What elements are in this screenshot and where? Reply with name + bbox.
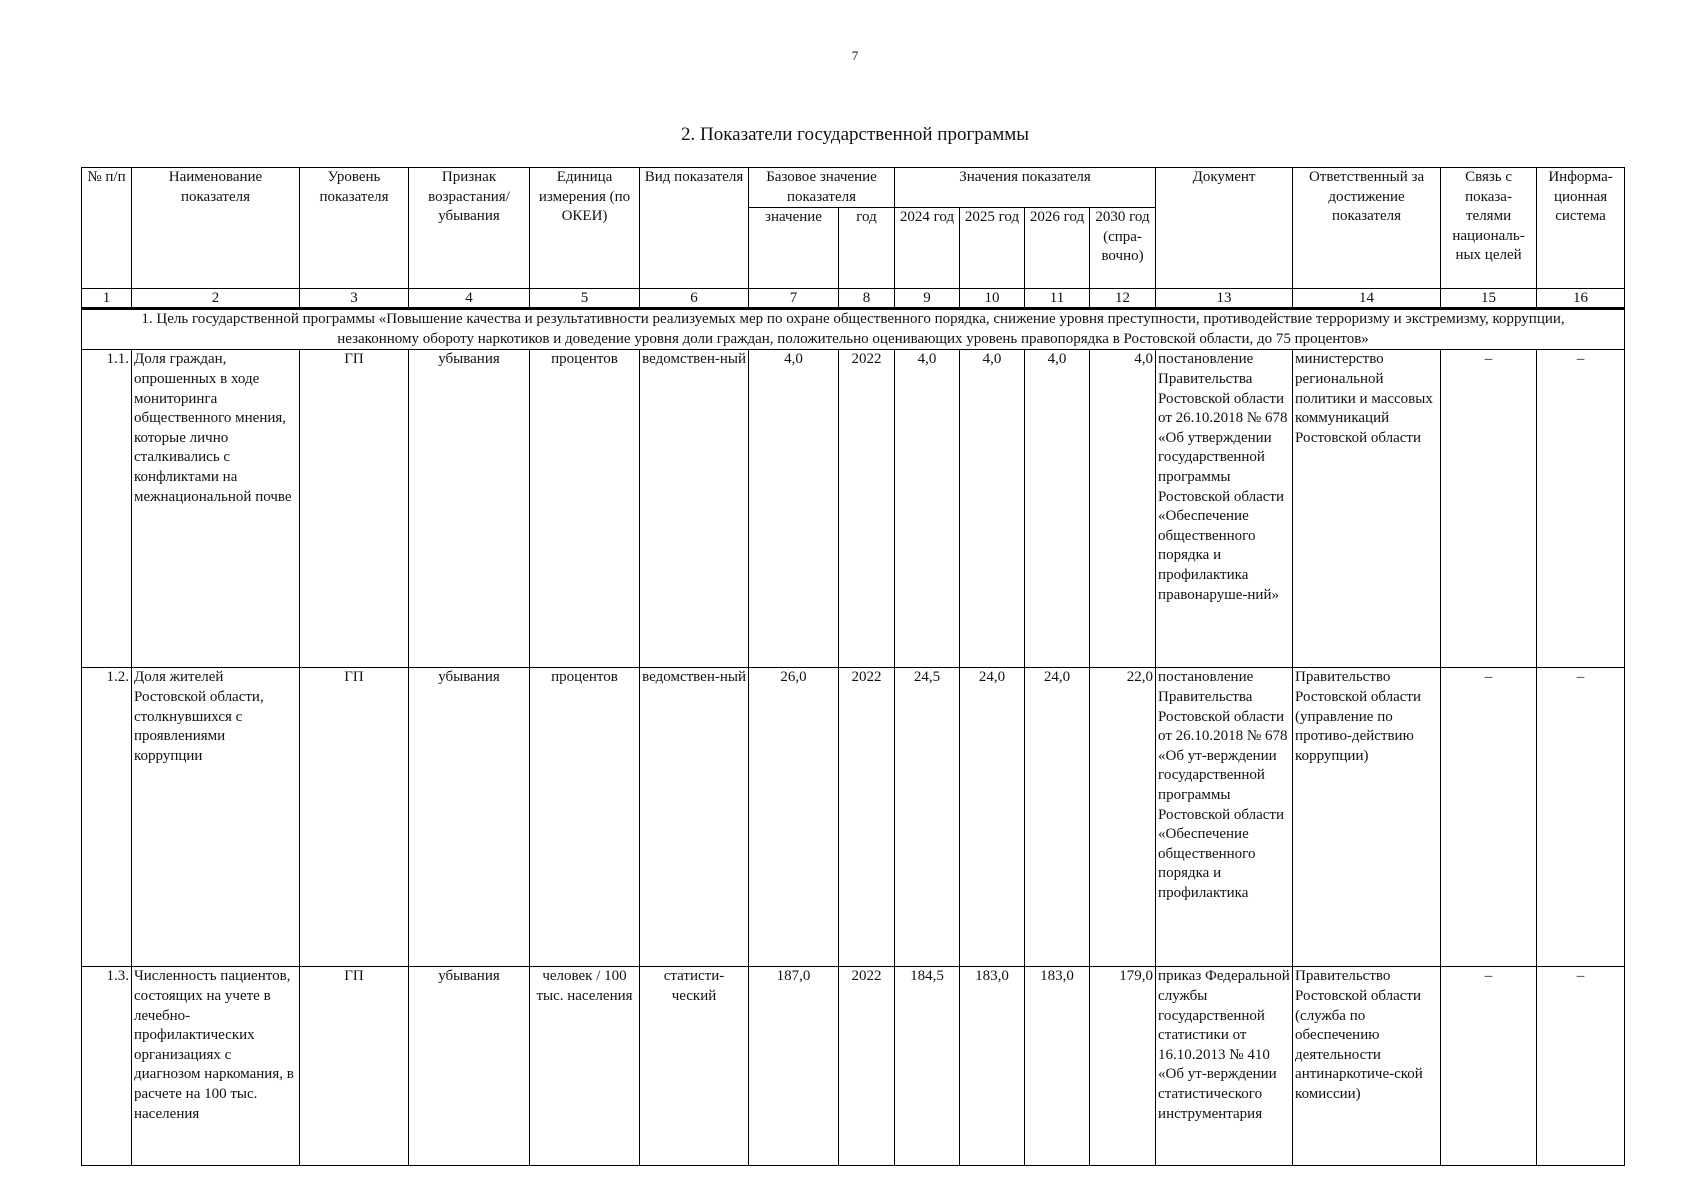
goal-row [82, 309, 1625, 350]
column-number: 9 [895, 289, 960, 309]
header-link: Связь с показа-телями националь-ных целей [1441, 168, 1537, 289]
info-system: – [1537, 668, 1625, 967]
national-goals-link: – [1441, 967, 1537, 1166]
table-row [82, 967, 1625, 1166]
header-row-1 [82, 168, 1625, 208]
indicator-unit: процентов [530, 668, 640, 967]
document-title: 2. Показатели государственной программы [680, 124, 1030, 145]
indicator-name: Доля граждан, опрошенных в ходе мониторинга общественного мнения, которые лично сталкивались с конфликтами на межнациональной почве [132, 350, 300, 668]
value-2026: 183,0 [1025, 967, 1090, 1166]
indicators-table [81, 167, 1625, 1166]
base-year: 2022 [839, 350, 895, 668]
value-2024: 24,5 [895, 668, 960, 967]
table-row [82, 350, 1625, 668]
indicator-type: ведомствен-ный [640, 350, 749, 668]
value-2030: 179,0 [1090, 967, 1156, 1166]
indicator-name: Численность пациентов, состоящих на учете в лечебно-профилактических организациях с диагнозом наркомания, в расчете на 100 тыс. населения [132, 967, 300, 1166]
column-number: 11 [1025, 289, 1090, 309]
indicator-level: ГП [300, 668, 409, 967]
column-number: 16 [1537, 289, 1625, 309]
column-number: 10 [960, 289, 1025, 309]
page-number: 7 [851, 48, 859, 63]
header-unit: Единица измерения (по ОКЕИ) [530, 168, 640, 289]
base-year: 2022 [839, 668, 895, 967]
value-2026: 24,0 [1025, 668, 1090, 967]
column-number: 14 [1293, 289, 1441, 309]
indicator-type: статисти-ческий [640, 967, 749, 1166]
header-base-value: значение [749, 208, 839, 289]
responsible: Правительство Ростовской области (служба по обеспечению деятельности антинаркотиче-ской комиссии) [1293, 967, 1441, 1166]
column-number: 13 [1156, 289, 1293, 309]
national-goals-link: – [1441, 668, 1537, 967]
row-num: 1.2. [82, 668, 132, 967]
indicator-trend: убывания [409, 668, 530, 967]
responsible: Правительство Ростовской области (управление по противо-действию коррупции) [1293, 668, 1441, 967]
header-y2025: 2025 год [960, 208, 1025, 289]
responsible: министерство региональной политики и массовых коммуникаций Ростовской области [1293, 350, 1441, 668]
header-y2024: 2024 год [895, 208, 960, 289]
column-number: 3 [300, 289, 409, 309]
indicator-name: Доля жителей Ростовской области, столкнувшихся с проявлениями коррупции [132, 668, 300, 967]
header-num: № п/п [82, 168, 132, 289]
indicator-level: ГП [300, 350, 409, 668]
document: постановление Правительства Ростовской области от 26.10.2018 № 678 «Об утверждении государственной программы Ростовской области «Обеспечение общественного порядка и профилактика правонаруше-ний» [1156, 350, 1293, 668]
header-type: Вид показателя [640, 168, 749, 289]
header-y2026: 2026 год [1025, 208, 1090, 289]
value-2026: 4,0 [1025, 350, 1090, 668]
table-row [82, 668, 1625, 967]
header-document: Документ [1156, 168, 1293, 289]
column-number: 12 [1090, 289, 1156, 309]
document: приказ Федеральной службы государственной статистики от 16.10.2013 № 410 «Об ут-верждении статистического инструментария [1156, 967, 1293, 1166]
base-value: 4,0 [749, 350, 839, 668]
header-trend: Признак возрастания/ убывания [409, 168, 530, 289]
document: постановление Правительства Ростовской области от 26.10.2018 № 678 «Об ут-верждении государственной программы Ростовской области «Обеспечение общественного порядка и профилактика [1156, 668, 1293, 967]
column-number: 8 [839, 289, 895, 309]
header-base: Базовое значение показателя [749, 168, 895, 208]
base-year: 2022 [839, 967, 895, 1166]
row-num: 1.3. [82, 967, 132, 1166]
column-number: 4 [409, 289, 530, 309]
row-num: 1.1. [82, 350, 132, 668]
indicator-unit: процентов [530, 350, 640, 668]
indicator-trend: убывания [409, 967, 530, 1166]
info-system: – [1537, 350, 1625, 668]
base-value: 187,0 [749, 967, 839, 1166]
column-number: 6 [640, 289, 749, 309]
column-number: 7 [749, 289, 839, 309]
base-value: 26,0 [749, 668, 839, 967]
column-number: 1 [82, 289, 132, 309]
value-2030: 4,0 [1090, 350, 1156, 668]
header-info: Информа-ционная система [1537, 168, 1625, 289]
value-2025: 183,0 [960, 967, 1025, 1166]
info-system: – [1537, 967, 1625, 1166]
value-2025: 24,0 [960, 668, 1025, 967]
national-goals-link: – [1441, 350, 1537, 668]
header-values: Значения показателя [895, 168, 1156, 208]
value-2024: 184,5 [895, 967, 960, 1166]
header-y2030: 2030 год (спра-вочно) [1090, 208, 1156, 289]
indicator-trend: убывания [409, 350, 530, 668]
value-2030: 22,0 [1090, 668, 1156, 967]
indicator-unit: человек / 100 тыс. населения [530, 967, 640, 1166]
column-number: 2 [132, 289, 300, 309]
indicator-type: ведомствен-ный [640, 668, 749, 967]
column-number-row [82, 289, 1625, 309]
value-2024: 4,0 [895, 350, 960, 668]
header-base-year: год [839, 208, 895, 289]
column-number: 15 [1441, 289, 1537, 309]
value-2025: 4,0 [960, 350, 1025, 668]
header-name: Наименование показателя [132, 168, 300, 289]
indicator-level: ГП [300, 967, 409, 1166]
header-responsible: Ответственный за достижение показателя [1293, 168, 1441, 289]
column-number: 5 [530, 289, 640, 309]
header-level: Уровень показателя [300, 168, 409, 289]
goal-text: 1. Цель государственной программы «Повышение качества и результативности реализуемых мер по охране общественного порядка, снижение уровня преступности, противодействие терроризму и экстремизму, коррупции, незаконному обороту наркотиков и доведение уровня доли граждан, положительно оценивающих уровень правопорядка в Ростовской области, до 75 процентов» [82, 309, 1625, 350]
